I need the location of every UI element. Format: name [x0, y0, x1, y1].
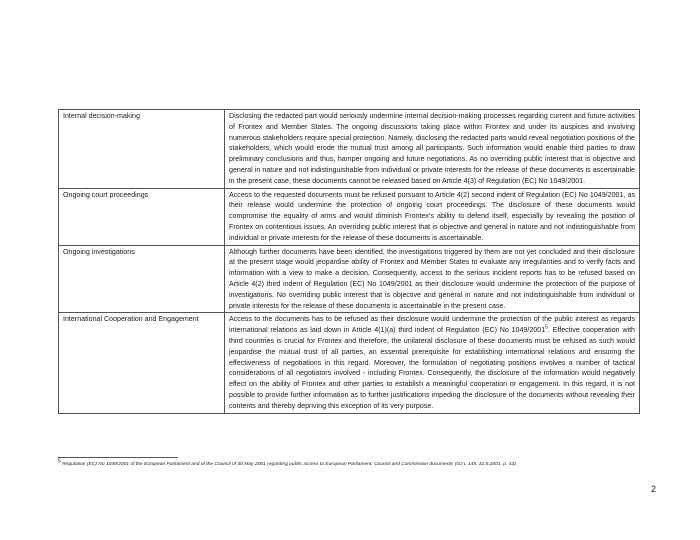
- footnote-marker: 5: [58, 458, 61, 465]
- exception-justification-internal-decision-making: Disclosing the redacted part would seriously undermine internal decision-making processes regarding current and future activities of Frontex and Member States. The ongoing discussions taking place within Frontex and under its auspices and involving numerous stakeholders require special protection. Namely, disclosing the redacted parts would reveal negotiation positions of the stakeholders, which would erode the mutual trust among all participants. Such information would enable third parties to draw preliminary conclusions and thus, hamper ongoing and future negotiations. As no overriding public interest that is objective and general in nature and not indistinguishable from individual or private interests for the release of these documents is ascertainable in the present case, these documents cannot be released based on Article 4(3) of Regulation (EC) No 1049/2001.: [225, 110, 640, 189]
- footnote-separator: [58, 457, 178, 458]
- exception-justification-international-cooperation: [225, 313, 640, 413]
- page-number: 2: [651, 484, 657, 494]
- table-row: [59, 110, 640, 189]
- justification-text-part-1: Access to the documents has to be refused as their disclosure would undermine the protection of the public interest as regards international relations as laid down in Article 4(1)(a) third indent of Regulation (EC) No 1049/2001: [229, 315, 635, 335]
- exception-ground-investigations: Ongoing investigations: [59, 245, 225, 313]
- table-row: [59, 188, 640, 245]
- footnote-reference[interactable]: 5: [545, 324, 548, 331]
- exception-ground-international-cooperation: International Cooperation and Engagement: [59, 313, 225, 413]
- table-row: [59, 313, 640, 413]
- justification-text-part-2: . Effective cooperation with third countries is crucial for Frontex and therefore, the unilateral disclosure of these documents must be refused as such would jeopardise the mutual trust of all parties, an essential prerequisite for establishing international relations and ensuring the effectiveness of negotiations in this regard. Moreover, the formulation of negotiating positions involves a number of tactical considerations of all negotiators involved - including Frontex. Consequently, the disclosure of the information would negatively effect on the ability of Frontex and other parties to establish a meaningful cooperation or engagement. In this regard, it is not possible to provide further information as to further justifications impeding the disclosure of the documents without revealing their contents and thereby depriving this exception of its very purpose.: [229, 326, 635, 410]
- footnote-text: Regulation (EC) No 1049/2001 of the European Parliament and of the Council of 30 May 2001 regarding public access to European Parliament, Council and Commission documents (OJ L 145, 31.5.2001, p. 43).: [60, 462, 518, 467]
- footnote: [58, 458, 658, 468]
- exceptions-table: [58, 109, 640, 414]
- exception-justification-investigations: Although further documents have been identified, the investigations triggered by them are not yet concluded and their disclosure at the present stage would jeopardise ability of Frontex and Member States to evaluate any irregularities and to verify facts and information with a view to make a decision. Consequently, access to the serious incident reports has to be refused based on Article 4(2) third indent of Regulation (EC) No 1049/2001 as their disclosure would undermine the protection of the purpose of investigations. No overriding public interest that is objective and general in nature and not indistinguishable from individual or private interests for the release of these documents is ascertainable in the present case.: [225, 245, 640, 313]
- exception-ground-court-proceedings: Ongoing court proceedings: [59, 188, 225, 245]
- exception-justification-court-proceedings: Access to the requested documents must be refused pursuant to Article 4(2) second indent of Regulation (EC) No 1049/2001, as their release would undermine the protection of ongoing court proceedings. The disclosure of these documents would compromise the equality of arms and would diminish Frontex's ability to defend itself, especially by revealing the position of Frontex on contentious issues. An overriding public interest that is objective and general in nature and not indistinguishable from individual or private interests for the release of these documents is ascertainable.: [225, 188, 640, 245]
- table-row: [59, 245, 640, 313]
- exception-ground-internal-decision-making: Internal decision-making: [59, 110, 225, 189]
